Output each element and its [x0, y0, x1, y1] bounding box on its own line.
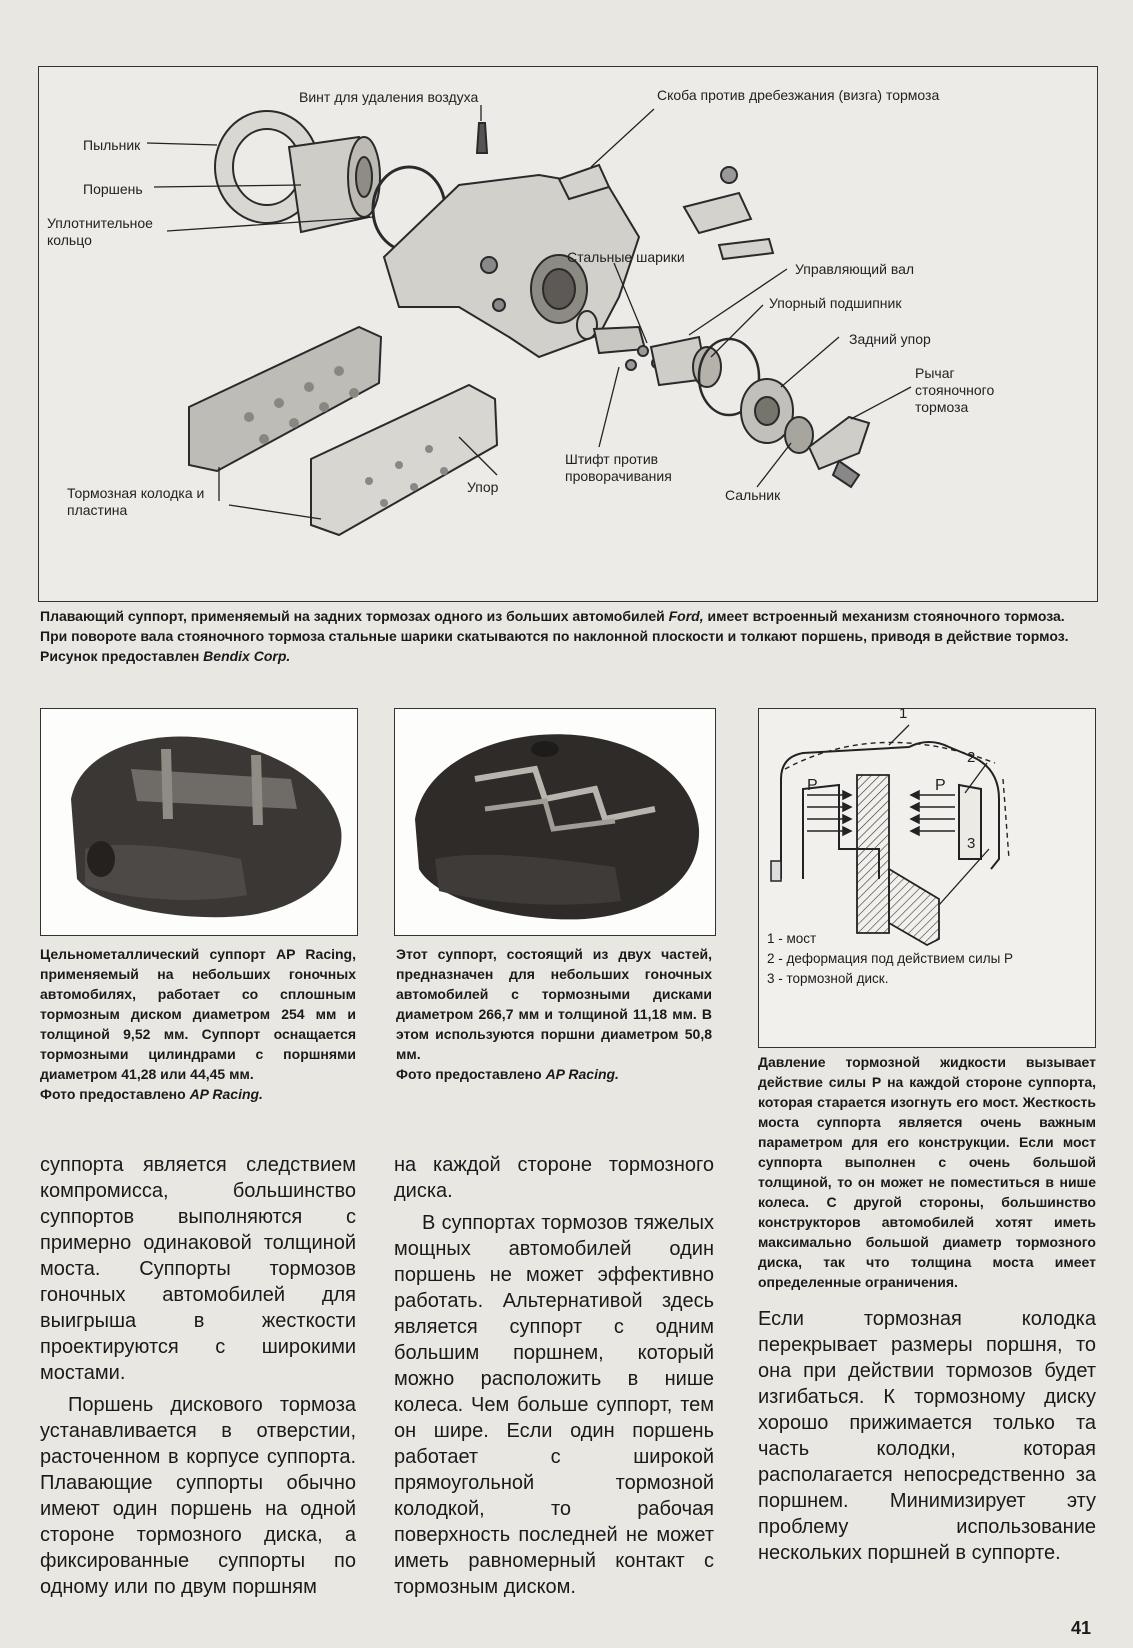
body-paragraph: В суппортах тормозов тяжелых мощных автомобилей один поршень не может эффективно работать. Альтернативой здесь является суппорт с одним большим поршнем, который можно расположить в нише колеса. Чем больше суппорт, тем он шире. Если один поршень работает с широкой прямоугольной тормозной колодкой, то рабочая поверхность последней не может иметь равномерный контакт с тормозным диском.	[394, 1212, 714, 1598]
photo-ap-racing-caliper-1	[40, 708, 358, 936]
body-column-3	[758, 1306, 1096, 1566]
body-paragraph: суппорта является следствием компромисса, большинство суппортов выполняются с примерно одинаковой толщиной моста. Суппорты тормозов гоночных автомобилей для выигрыша в жесткости проектируются с широкими мостами.	[40, 1154, 356, 1384]
callout-1: 1	[899, 705, 908, 722]
label-piston: Поршень	[83, 181, 143, 197]
page-number: 41	[1070, 1618, 1091, 1638]
label-dust-boot: Пыльник	[83, 137, 141, 153]
label-rear-stop: Задний упор	[849, 331, 931, 347]
caliper-photo-2-drawing	[395, 709, 715, 935]
label-pad-and-plate: Тормозная колодка и пластина	[67, 485, 205, 518]
body-paragraph: на каждой стороне тормозного диска.	[394, 1154, 714, 1202]
label-steel-balls: Стальные шарики	[567, 249, 685, 265]
body-column-2	[394, 1152, 714, 1600]
exploded-caliper-figure	[38, 66, 1098, 602]
callout-2: 2	[967, 749, 976, 766]
photo-ap-racing-caliper-2	[394, 708, 716, 936]
label-anti-rotation-pin: Штифт против проворачивания	[565, 451, 672, 484]
caliper-exploded-drawing	[39, 67, 1097, 601]
bridge-diagram-drawing	[759, 709, 1095, 949]
force-label-right: P	[935, 777, 946, 794]
label-oil-seal: Сальник	[725, 487, 781, 503]
label-parking-lever: Рычаг стояночного тормоза	[915, 365, 995, 415]
label-anti-rattle-clip: Скоба против дребезжания (визга) тормоза	[657, 87, 940, 103]
label-seal-ring: Уплотнительное кольцо	[47, 215, 153, 248]
photo2-caption: Этот суппорт, состоящий из двух частей, предназначен для небольших гоночных автомобилей с тормозными дисками диаметром 266,7 мм и толщиной 11,18 мм. В этом используются поршни диаметром 50,8 мм. Фото предоставлено AP Racing.	[396, 946, 712, 1082]
label-stop: Упор	[467, 479, 499, 495]
force-label-left: P	[807, 777, 818, 794]
caliper-photo-1-drawing	[41, 709, 357, 935]
legend-item: 3 - тормозной диск.	[767, 971, 889, 986]
callout-3: 3	[967, 835, 976, 852]
diagram-caption: Давление тормозной жидкости вызывает действие силы Р на каждой стороне суппорта, которая старается изогнуть его мост. Жесткость моста суппорта является очень важным параметром для его конструкции. Если мост суппорта выполнен с очень большой толщиной, то он может не поместиться в нише колеса. С другой стороны, большинство конструкторов автомобилей хотят иметь максимально большой диаметр тормозного диска, так что толщина моста имеет определенные ограничения.	[758, 1054, 1096, 1290]
label-bleed-screw: Винт для удаления воздуха	[299, 89, 479, 105]
legend-item: 1 - мост	[767, 931, 817, 946]
bridge-deformation-diagram	[758, 705, 1096, 1048]
main-figure-caption: Плавающий суппорт, применяемый на задних тормозах одного из больших автомобилей Ford, имеет встроенный механизм стояночного тормоза. При повороте вала стояночного тормоза стальные шарики скатываются по наклонной плоскости и толкают поршень, приводя в действие тормоз. Рисунок предоставлен Bendix Corp.	[40, 608, 1069, 664]
label-thrust-bearing: Упорный подшипник	[769, 295, 902, 311]
body-paragraph: Если тормозная колодка перекрывает размеры поршня, то она при действии тормозов будет изгибаться. К тормозному диску хорошо прижимается только та часть колодки, которая располагается непосредственно за поршнем. Минимизирует эту проблему использование нескольких поршней в суппорте.	[758, 1308, 1096, 1564]
label-control-shaft: Управляющий вал	[795, 261, 915, 277]
body-paragraph: Поршень дискового тормоза устанавливается в отверстии, расточенном в корпусе суппорта. Плавающие суппорты обычно имеют один поршень на одной стороне тормозного диска, а фиксированные суппорты по одному или по двум поршням	[40, 1394, 356, 1598]
body-column-1	[40, 1152, 356, 1600]
diagram-legend	[767, 929, 1013, 989]
legend-item: 2 - деформация под действием силы Р	[767, 951, 1014, 966]
photo1-caption: Цельнометаллический суппорт AP Racing, применяемый на небольших гоночных автомобилях, работает со сплошным тормозным диском диаметром 254 мм и толщиной 9,52 мм. Суппорт оснащается тормозными цилиндрами с поршнями диаметром 41,28 или 44,45 мм. Фото предоставлено AP Racing.	[40, 946, 356, 1102]
